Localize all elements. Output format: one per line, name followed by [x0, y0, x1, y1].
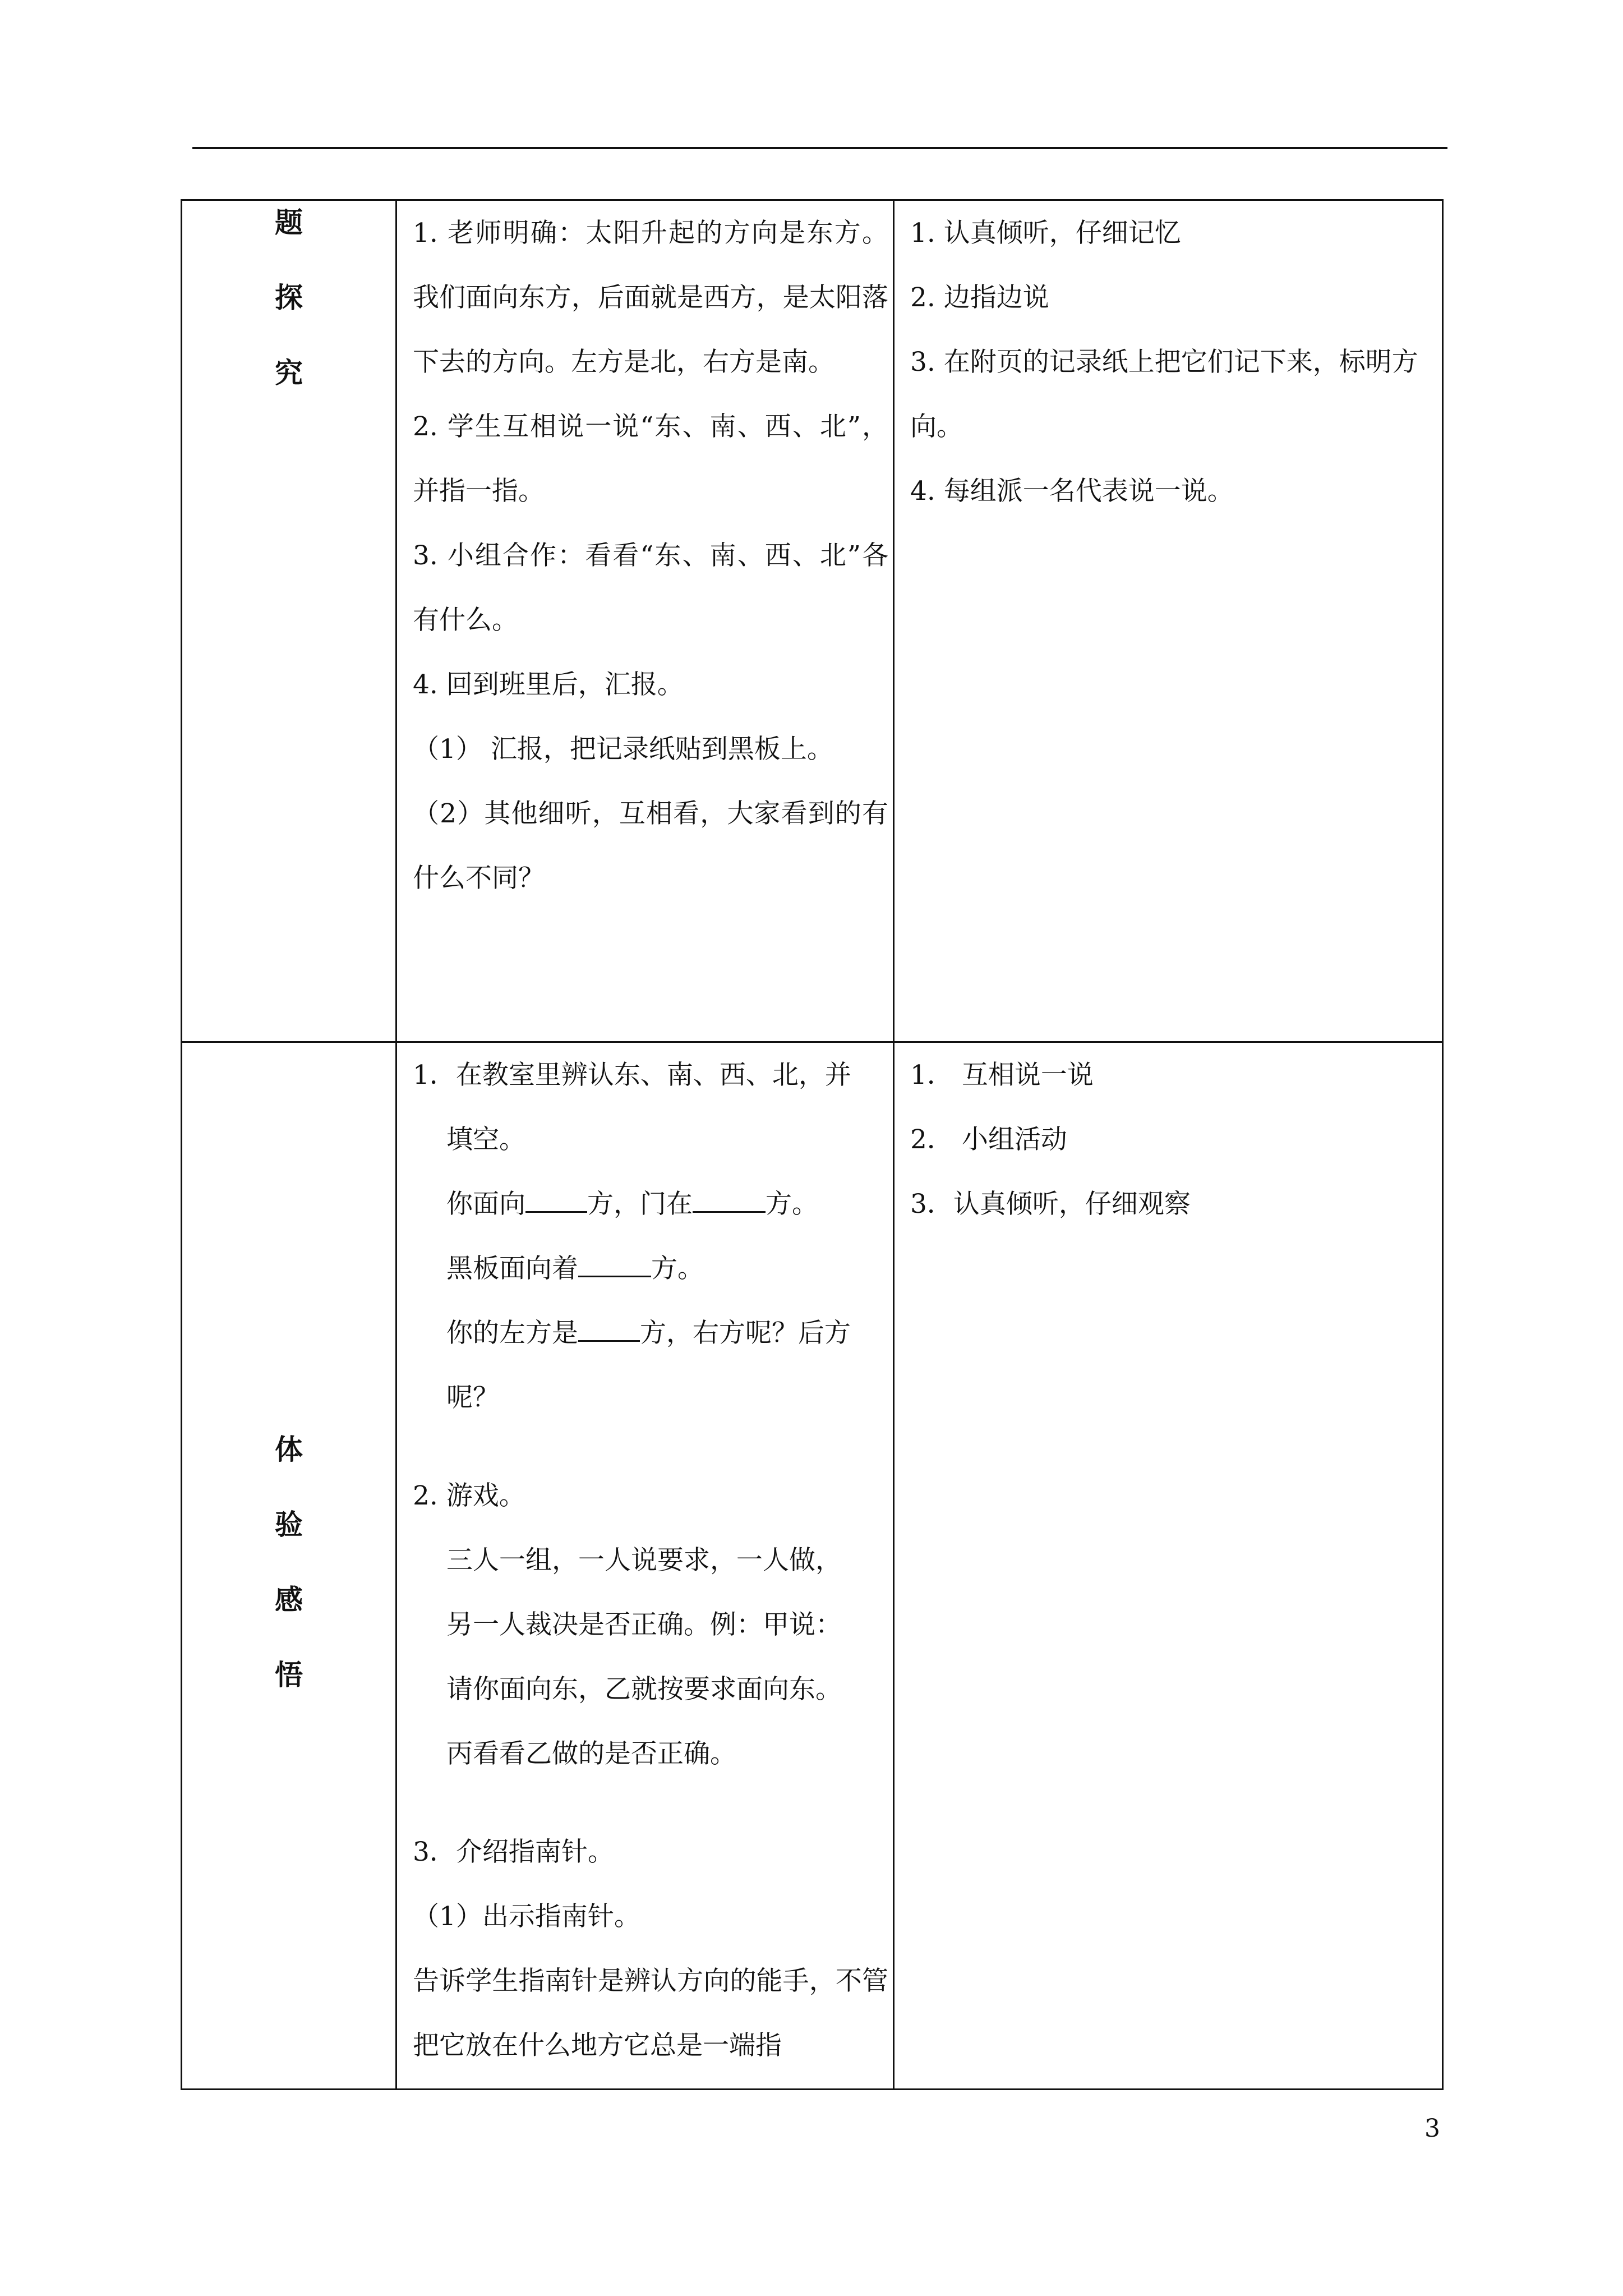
list-item: 1. 老师明确：太阳升起的方向是东方。我们面向东方，后面就是西方，是太阳落下去的方向。左方是北，右方是南。 [413, 218, 888, 378]
list-item: 请你面向东，乙就按要求面向东。 [446, 1674, 842, 1705]
list-item: 1． 互相说一说 [910, 1060, 1094, 1091]
answer-blank[interactable] [693, 1189, 766, 1213]
question-text: 方，门在 [587, 1189, 693, 1220]
teacher-activity-text [397, 1043, 893, 2078]
stage-char: 题 [275, 206, 303, 239]
list-item: 3．介绍指南针。 [413, 1837, 614, 1867]
lesson-plan-table [181, 199, 1444, 2090]
list-item: （1） 汇报，把记录纸贴到黑板上。 [413, 734, 833, 765]
stage-char: 究 [275, 356, 303, 389]
answer-blank[interactable] [525, 1189, 587, 1213]
list-item: 另一人裁决是否正确。例：甲说： [446, 1609, 842, 1640]
stage-label [182, 1412, 395, 1713]
list-item: 4. 回到班里后，汇报。 [413, 669, 684, 700]
list-item: （2）其他细听，互相看，大家看到的有什么不同？ [413, 798, 888, 894]
list-item: 丙看看乙做的是否正确。 [446, 1738, 736, 1769]
list-item: 1. 认真倾听，仔细记忆 [910, 218, 1181, 249]
question-text: 方，右方呢？后方 [640, 1318, 851, 1349]
page-number: 3 [1424, 2114, 1440, 2143]
teacher-activity-cell [396, 1042, 894, 2090]
stage-cell [182, 200, 396, 1042]
question-text: 方。 [651, 1253, 704, 1284]
list-item: 4. 每组派一名代表说一说。 [910, 476, 1234, 507]
list-item: 3. 小组合作：看看“东、南、西、北”各有什么。 [413, 540, 888, 636]
fill-in-question [413, 1301, 888, 1365]
list-item: 3．认真倾听，仔细观察 [910, 1189, 1191, 1220]
stage-char: 体 [275, 1433, 303, 1466]
student-activity-text [895, 201, 1442, 523]
list-item: 填空。 [446, 1124, 525, 1155]
fill-in-question [413, 1172, 888, 1236]
table-row [182, 200, 1443, 1042]
question-text: 你面向 [446, 1189, 525, 1220]
stage-char: 探 [275, 281, 303, 314]
list-item: 三人一组，一人说要求，一人做， [446, 1545, 842, 1576]
table-row [182, 1042, 1443, 2090]
stage-label [182, 185, 395, 411]
stage-char: 验 [275, 1508, 303, 1541]
question-text: 你的左方是 [446, 1318, 578, 1349]
list-item: 2. 边指边说 [910, 282, 1049, 313]
list-item: （1）出示指南针。 [413, 1901, 640, 1932]
student-activity-cell [894, 200, 1443, 1042]
answer-blank[interactable] [578, 1253, 651, 1277]
student-activity-text [895, 1043, 1442, 1236]
student-activity-cell [894, 1042, 1443, 2090]
spacer [413, 1430, 888, 1464]
question-text: 呢？ [446, 1382, 499, 1413]
question-text: 黑板面向着 [446, 1253, 578, 1284]
stage-char: 悟 [275, 1658, 303, 1691]
list-item: 1．在教室里辨认东、南、西、北，并 [413, 1060, 851, 1091]
list-item: 2. 游戏。 [413, 1480, 525, 1511]
fill-in-question [413, 1236, 888, 1301]
spacer [413, 1786, 888, 1820]
teacher-activity-text [397, 201, 893, 910]
list-item: 2. 学生互相说一说“东、南、西、北”，并指一指。 [413, 411, 888, 507]
answer-blank[interactable] [578, 1318, 640, 1342]
stage-char: 感 [275, 1583, 303, 1616]
stage-cell [182, 1042, 396, 2090]
teacher-activity-cell [396, 200, 894, 1042]
list-item: 告诉学生指南针是辨认方向的能手，不管把它放在什么地方它总是一端指 [413, 1966, 888, 2061]
question-text: 方。 [766, 1189, 818, 1220]
list-item: 3. 在附页的记录纸上把它们记下来，标明方向。 [910, 347, 1418, 442]
header-rule [192, 147, 1447, 149]
list-item: 2． 小组活动 [910, 1124, 1067, 1155]
